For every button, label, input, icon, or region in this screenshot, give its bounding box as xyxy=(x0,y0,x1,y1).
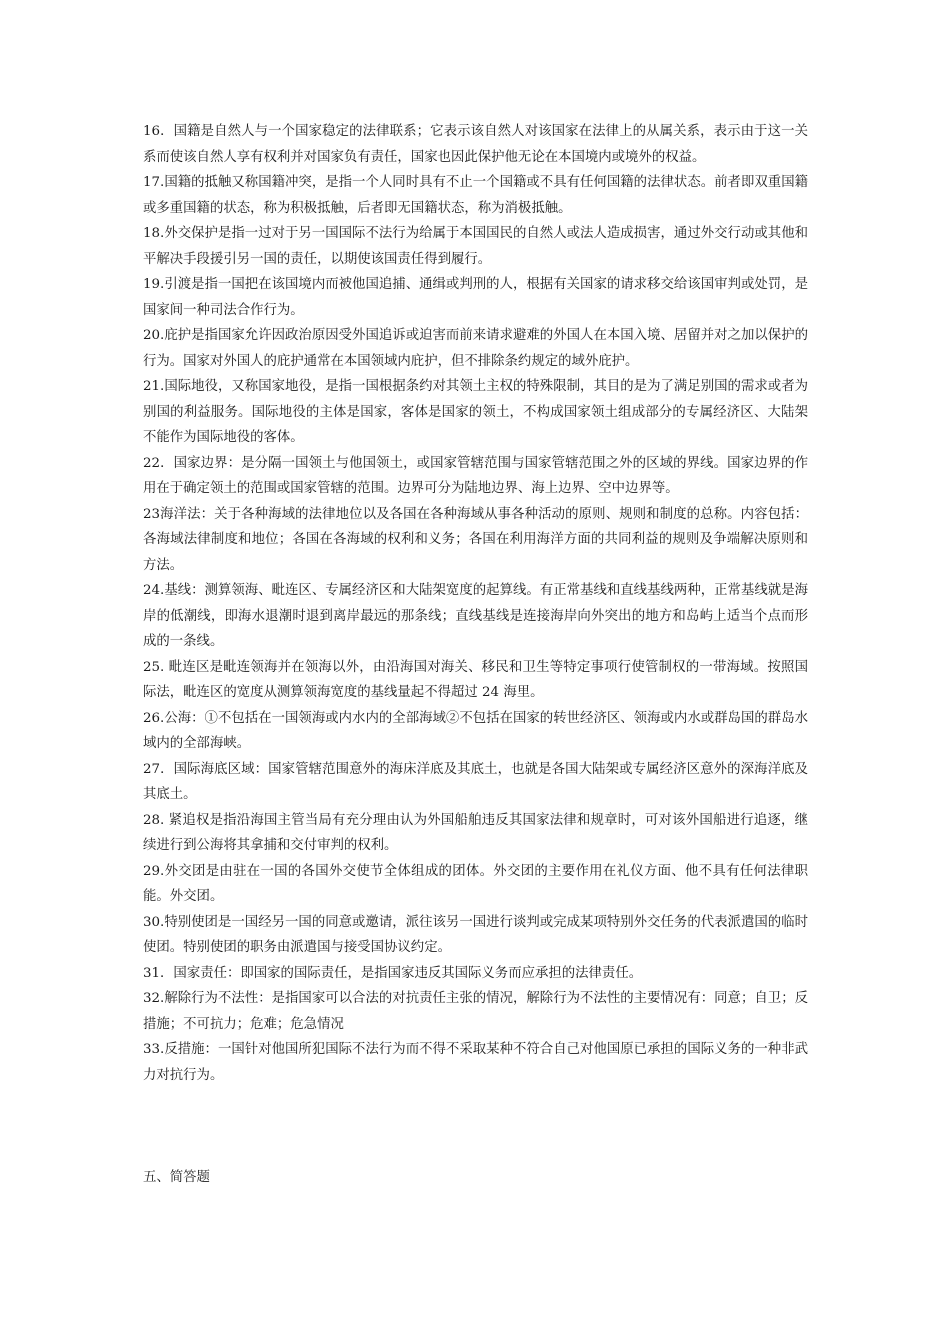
entry-25: 25. 毗连区是毗连领海并在领海以外，由沿海国对海关、移民和卫生等特定事项行使管制权的一带海域。按照国际法，毗连区的宽度从测算领海宽度的基线量起不得超过 24 海里。 xyxy=(143,659,808,700)
entry-17: 17.国籍的抵触又称国籍冲突，是指一个人同时具有不止一个国籍或不具有任何国籍的法律状态。前者即双重国籍或多重国籍的状态，称为积极抵触，后者即无国籍状态，称为消极抵触。 xyxy=(143,175,808,216)
entry-31: 31．国家责任：即国家的国际责任，是指国家违反其国际义务而应承担的法律责任。 xyxy=(143,965,643,981)
entry-24: 24.基线：测算领海、毗连区、专属经济区和大陆架宽度的起算线。有正常基线和直线基线两种，正常基线就是海岸的低潮线，即海水退潮时退到离岸最远的那条线；直线基线是连接海岸向外突出的地方和岛屿上适当个点而形成的一条线。 xyxy=(143,583,808,649)
entry-21: 21.国际地役，又称国家地役，是指一国根据条约对其领土主权的特殊限制，其目的是为了满足别国的需求或者为别国的利益服务。国际地役的主体是国家，客体是国家的领土，不构成国家领土组成部分的专属经济区、大陆架不能作为国际地役的客体。 xyxy=(143,379,808,445)
entry-23: 23海洋法：关于各种海域的法律地位以及各国在各种海域从事各种活动的原则、规则和制度的总称。内容包括：各海域法律制度和地位；各国在各海域的权利和义务；各国在利用海洋方面的共同利益的规则及争端解决原则和方法。 xyxy=(143,506,808,573)
entry-32: 32.解除行为不法性：是指国家可以合法的对抗责任主张的情况，解除行为不法性的主要情况有：同意；自卫；反措施；不可抗力；危难；危急情况 xyxy=(143,991,808,1032)
entry-18: 18.外交保护是指一过对于另一国国际不法行为给属于本国国民的自然人或法人造成损害，通过外交行动或其他和平解决手段援引另一国的责任，以期使该国责任得到履行。 xyxy=(143,226,808,267)
entry-19: 19.引渡是指一国把在该国境内而被他国追捕、通缉或判刑的人，根据有关国家的请求移交给该国审判或处罚，是国家间一种司法合作行为。 xyxy=(143,277,808,318)
entry-20: 20.庇护是指国家允许因政治原因受外国追诉或迫害而前来请求避难的外国人在本国入境、居留并对之加以保护的行为。国家对外国人的庇护通常在本国领域内庇护，但不排除条约规定的域外庇护。 xyxy=(143,328,808,369)
entry-16: 16．国籍是自然人与一个国家稳定的法律联系；它表示该自然人对该国家在法律上的从属关系，表示由于这一关系而使该自然人享有权利并对国家负有责任，国家也因此保护他无论在本国境内或境外的权益。 xyxy=(143,124,808,165)
entry-33: 33.反措施：一国针对他国所犯国际不法行为而不得不采取某种不符合自己对他国原已承担的国际义务的一种非武力对抗行为。 xyxy=(143,1042,808,1083)
entry-22: 22．国家边界：是分隔一国领土与他国领土，或国家管辖范围与国家管辖范围之外的区域的界线。国家边界的作用在于确定领土的范围或国家管辖的范围。边界可分为陆地边界、海上边界、空中边界等。 xyxy=(143,455,808,496)
entry-28: 28. 紧追权是指沿海国主管当局有充分理由认为外国船舶违反其国家法律和规章时，可对该外国船进行追逐，继续进行到公海将其拿捕和交付审判的权利。 xyxy=(143,812,808,853)
entry-29: 29.外交团是由驻在一国的各国外交使节全体组成的团体。外交团的主要作用在礼仪方面、他不具有任何法律职能。外交团。 xyxy=(143,863,808,904)
document-body xyxy=(143,119,808,1088)
entry-26: 26.公海：①不包括在一国领海或内水内的全部海域②不包括在国家的转世经济区、领海或内水或群岛国的群岛水域内的全部海峡。 xyxy=(143,710,808,751)
section-title: 五、简答题 xyxy=(143,1170,210,1185)
entry-27: 27．国际海底区域：国家管辖范围意外的海床洋底及其底土，也就是各国大陆架或专属经济区意外的深海洋底及其底土。 xyxy=(143,761,808,802)
entry-30: 30.特别使团是一国经另一国的同意或邀请，派往该另一国进行谈判或完成某项特别外交任务的代表派遣国的临时使团。特别使团的职务由派遣国与接受国协议约定。 xyxy=(143,914,808,955)
